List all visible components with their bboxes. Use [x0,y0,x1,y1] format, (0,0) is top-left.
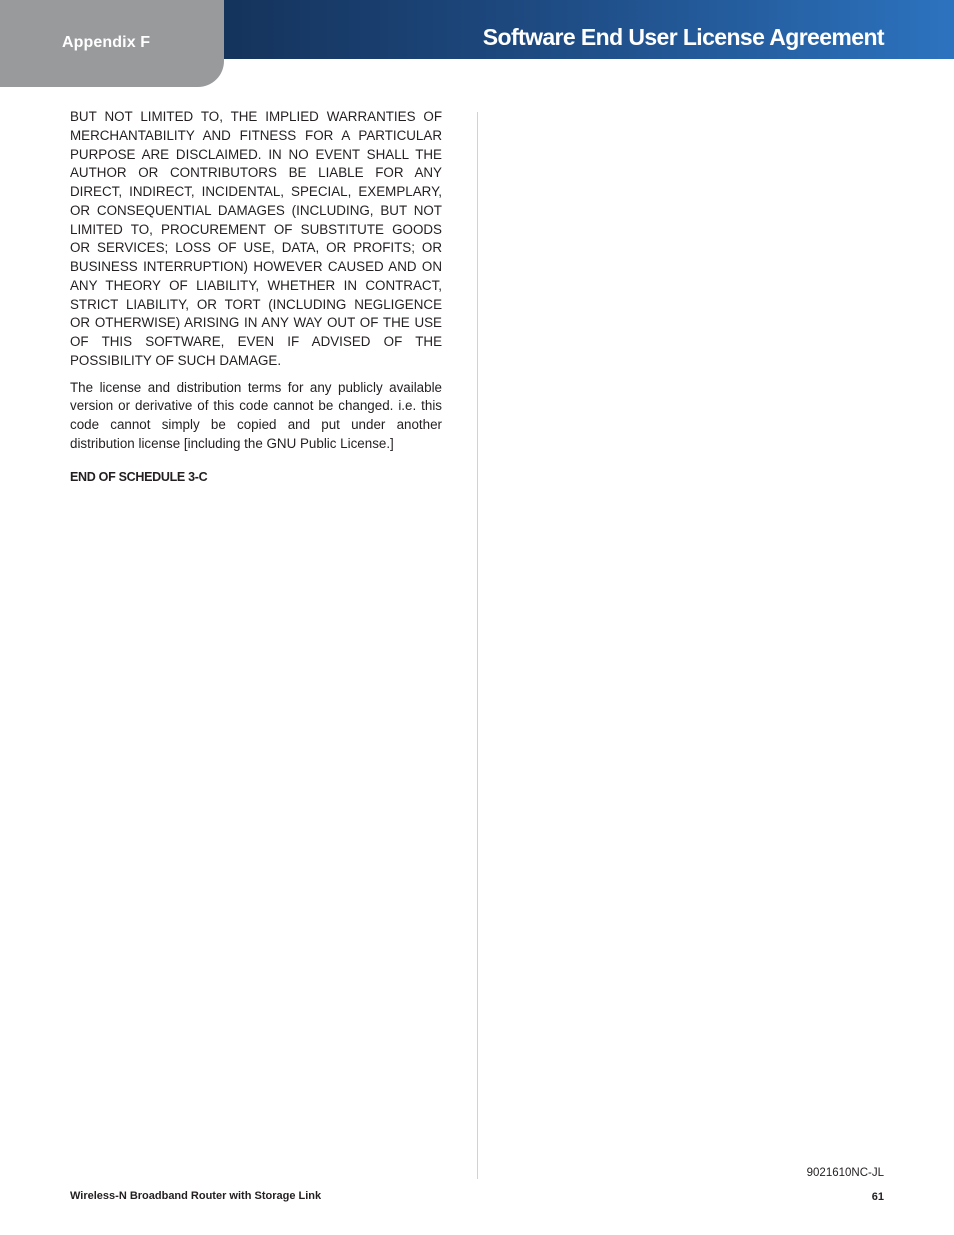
license-terms-paragraph: The license and distribution terms for any publicly available version or derivative of this code cannot be changed. i.e. this code cannot simply be copied and put under another distribution license [including the GNU Public License.] [70,379,442,451]
left-column [70,108,442,486]
appendix-label: Appendix F [62,34,151,51]
column-divider [477,112,478,1179]
footer-product-name: Wireless-N Broadband Router with Storage Link [70,1190,322,1202]
page-title: Software End User License Agreement [482,24,884,50]
document-code: 9021610NC-JL [806,1167,884,1179]
page-number: 61 [871,1191,884,1203]
appendix-tab [0,0,224,87]
disclaimer-paragraph: BUT NOT LIMITED TO, THE IMPLIED WARRANTIES OF MERCHANTABILITY AND FITNESS FOR A PARTICULAR PURPOSE ARE DISCLAIMED. IN NO EVENT SHALL THE AUTHOR OR CONTRIBUTORS BE LIABLE FOR ANY DIRECT, INDIRECT, INCIDENTAL, SPECIAL, EXEMPLARY, OR CONSEQUENTIAL DAMAGES (INCLUDING, BUT NOT LIMITED TO, PROCUREMENT OF SUBSTITUTE GOODS OR SERVICES; LOSS OF USE, DATA, OR PROFITS; OR BUSINESS INTERRUPTION) HOWEVER CAUSED AND ON ANY THEORY OF LIABILITY, WHETHER IN CONTRACT, STRICT LIABILITY, OR TORT (INCLUDING NEGLIGENCE OR OTHERWISE) ARISING IN ANY WAY OUT OF THE USE OF THIS SOFTWARE, EVEN IF ADVISED OF THE POSSIBILITY OF SUCH DAMAGE. [70,109,442,368]
end-of-schedule-heading: END OF SCHEDULE 3-C [70,469,208,484]
